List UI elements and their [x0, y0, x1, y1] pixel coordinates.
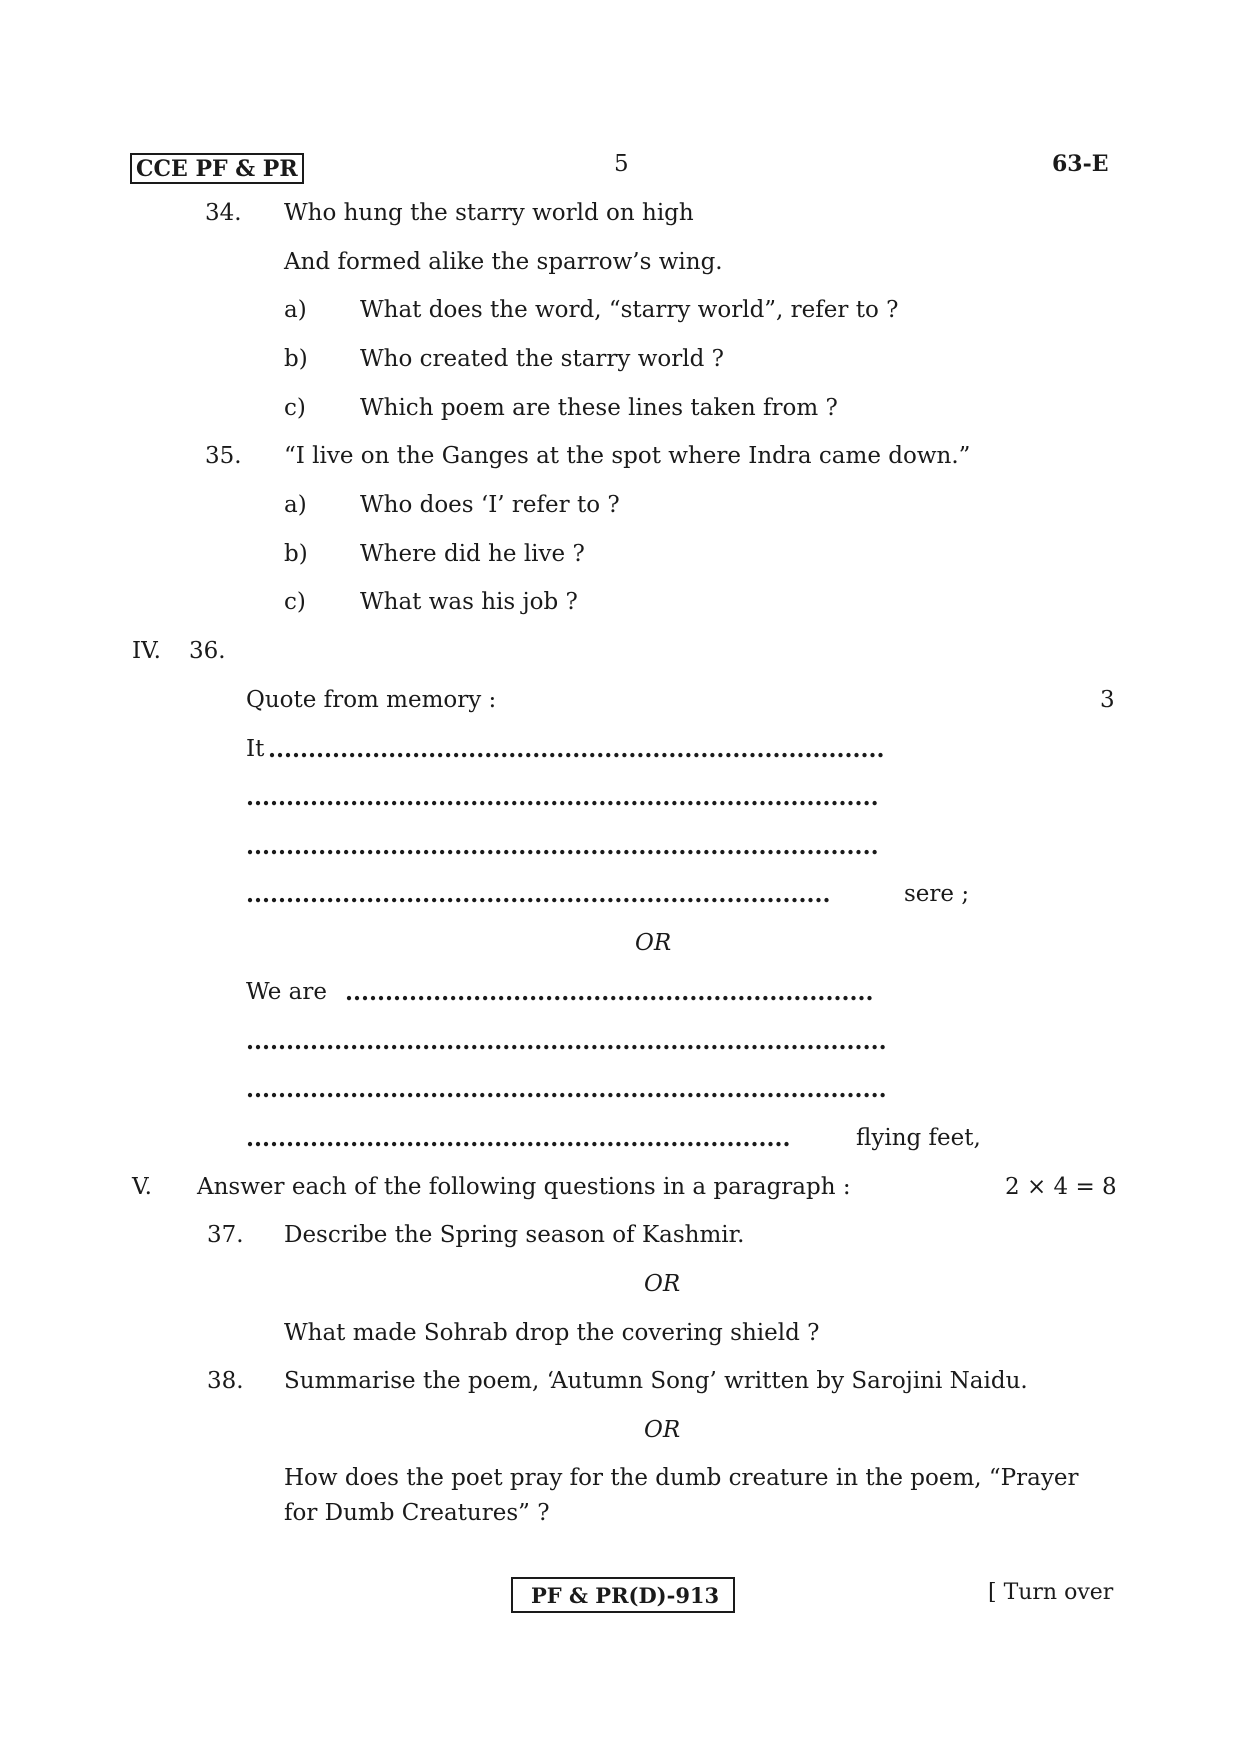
- q36-opt2-dots-1: ..................................................................: [345, 981, 874, 1004]
- q37-text: Describe the Spring season of Kashmir.: [284, 1222, 745, 1248]
- q35-c-text: What was his job ?: [360, 589, 578, 615]
- q36-opt2-dots-2: ................................................................................: [246, 1030, 887, 1053]
- q36-opt2-end: flying feet,: [856, 1125, 981, 1151]
- q36-opt1-dots-4: .........................................................................: [246, 883, 831, 906]
- footer-code-box: PF & PR(D)-913: [511, 1577, 735, 1613]
- q35-a-text: Who does ‘I’ refer to ?: [360, 492, 620, 518]
- q36-opt1-dots-2: ...............................................................................: [246, 786, 879, 809]
- q34-a-label: a): [284, 297, 307, 323]
- page-number: 5: [614, 151, 629, 177]
- paper-code-box: CCE PF & PR: [130, 153, 304, 184]
- paper-series-code: 63-E: [1052, 151, 1109, 177]
- section5-marks: 2 × 4 = 8: [1005, 1174, 1117, 1200]
- q36-opt1-dots-1: .............................................................................: [268, 738, 885, 761]
- section5-instruction: Answer each of the following questions in a paragraph :: [197, 1174, 851, 1200]
- q37-or: OR: [644, 1271, 681, 1297]
- q35-a-label: a): [284, 492, 307, 518]
- q34-b-label: b): [284, 346, 308, 372]
- q35-b-label: b): [284, 541, 308, 567]
- q36-instruction: Quote from memory :: [246, 687, 497, 713]
- q36-opt1-end: sere ;: [904, 881, 970, 907]
- q34-line2: And formed alike the sparrow’s wing.: [284, 249, 723, 275]
- q35-number: 35.: [205, 443, 242, 469]
- q36-opt2-dots-4: ....................................................................: [246, 1127, 791, 1150]
- q36-opt2-dots-3: ................................................................................: [246, 1078, 887, 1101]
- q34-c-text: Which poem are these lines taken from ?: [360, 395, 838, 421]
- q35-b-text: Where did he live ?: [360, 541, 585, 567]
- q36-opt1-dots-3: ...............................................................................: [246, 835, 879, 858]
- q36-opt2-start: We are: [246, 979, 328, 1005]
- q37-number: 37.: [207, 1222, 244, 1248]
- q35-c-label: c): [284, 589, 306, 615]
- q38-text: Summarise the poem, ‘Autumn Song’ written by Sarojini Naidu.: [284, 1368, 1028, 1394]
- q36-number: 36.: [189, 638, 226, 664]
- q34-b-text: Who created the starry world ?: [360, 346, 724, 372]
- q34-number: 34.: [205, 200, 242, 226]
- q37-alt: What made Sohrab drop the covering shield ?: [284, 1320, 820, 1346]
- q38-alt-line1: How does the poet pray for the dumb creature in the poem, “Prayer: [284, 1465, 1079, 1491]
- q38-number: 38.: [207, 1368, 244, 1394]
- q34-a-text: What does the word, “starry world”, refer to ?: [360, 297, 899, 323]
- q36-marks: 3: [1100, 687, 1115, 713]
- q38-alt-line2: for Dumb Creatures” ?: [284, 1500, 550, 1526]
- section5-roman: V.: [132, 1174, 152, 1200]
- turn-over-note: [ Turn over: [988, 1580, 1114, 1605]
- q36-or: OR: [635, 930, 672, 956]
- q35-quote: “I live on the Ganges at the spot where Indra came down.”: [284, 443, 971, 469]
- section4-roman: IV.: [132, 638, 161, 664]
- q36-opt1-start: It: [246, 736, 265, 762]
- q34-line1: Who hung the starry world on high: [284, 200, 694, 226]
- q34-c-label: c): [284, 395, 306, 421]
- q38-or: OR: [644, 1417, 681, 1443]
